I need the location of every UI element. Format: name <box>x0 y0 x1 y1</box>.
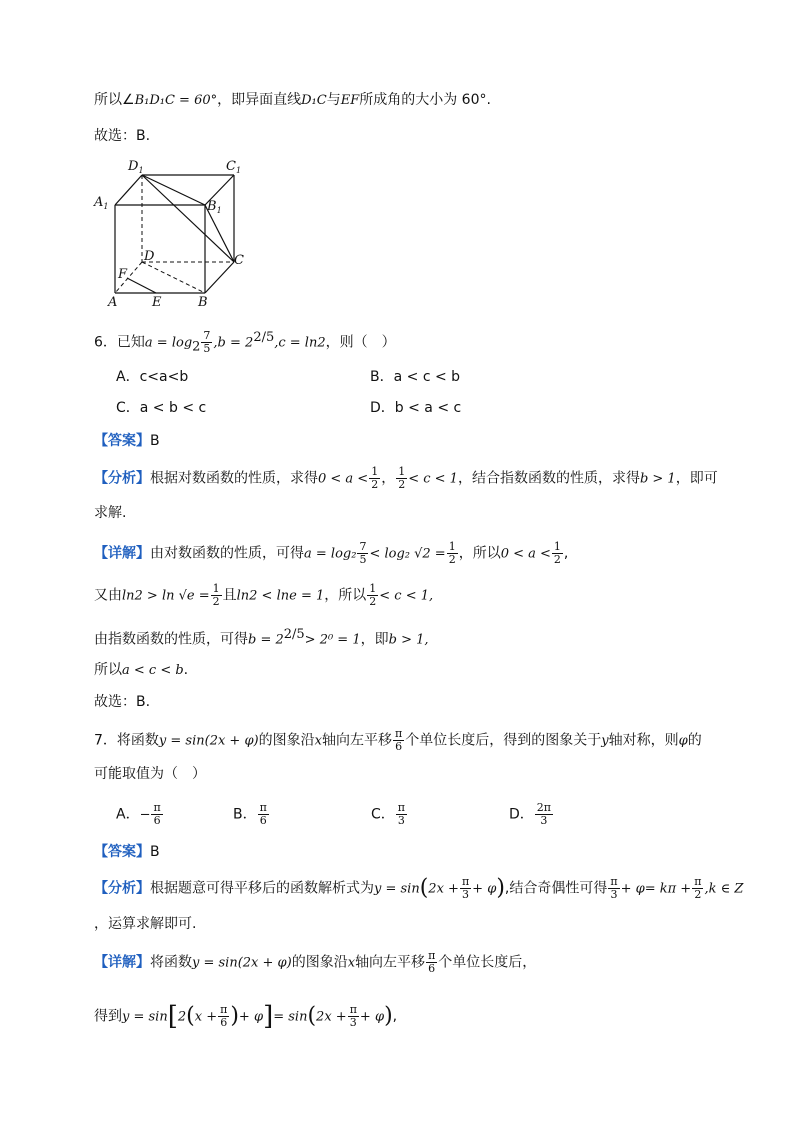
numerator: π <box>259 801 267 814</box>
detail-line-2: 得到y = sin[2(x + $\frac{\pi}{6}$ )+ φ]= sin(2x + $\frac{\pi}{3}$ + φ), <box>94 1001 398 1032</box>
numerator: 1 <box>398 465 406 478</box>
text: 由指数函数的性质，可得 <box>94 631 248 648</box>
math: − <box>139 807 151 823</box>
math: 2x + <box>316 1009 347 1025</box>
option-label: C． <box>371 806 395 823</box>
math: = sin <box>273 1009 308 1025</box>
denominator: 2 <box>369 595 377 608</box>
text: ，所以 <box>324 587 367 604</box>
vertex-label-c1: $C_1$ <box>226 159 242 175</box>
numerator: π <box>349 1003 357 1016</box>
denominator: 6 <box>153 814 161 827</box>
math: b > 1, <box>388 632 429 648</box>
choice-line: 故选：B. <box>94 128 151 144</box>
text: 轴向左平移 <box>321 732 392 749</box>
numerator: 7 <box>359 540 367 553</box>
option-d <box>509 802 554 827</box>
denominator: 2 <box>212 595 220 608</box>
math: y <box>601 733 609 749</box>
option-b: B．a < c < b <box>370 369 461 385</box>
denominator: 2 <box>694 888 702 901</box>
math: < log₂ √2 = <box>369 546 446 562</box>
answer-line <box>94 431 160 451</box>
math: 0 < a < <box>500 546 551 562</box>
math-function: y = sin(2x + φ) <box>158 733 259 749</box>
vertex-label-f: F <box>118 267 128 282</box>
math: 2x + <box>428 881 459 897</box>
math: y = sin <box>122 1009 168 1025</box>
numerator: π <box>694 875 702 888</box>
text: , <box>392 1008 398 1025</box>
fraction <box>348 1004 359 1029</box>
denominator: 2 <box>398 478 406 491</box>
fraction <box>367 583 378 608</box>
detail-line-1: 【详解】由对数函数的性质，可得a = log₂ $\frac{7}{5}$ < log₂ √2 = $\frac{1}{2}$ ，所以0 < a < $\frac{1}{2}$ , <box>94 540 569 566</box>
fraction <box>357 541 368 566</box>
text: 的图象沿 <box>258 732 315 749</box>
analysis-line-2: ，运算求解即可. <box>94 916 197 932</box>
fraction <box>151 802 162 827</box>
text: 根据对数函数的性质，求得 <box>150 470 318 487</box>
option-label: D． <box>509 806 534 823</box>
question-7-stem-2: 可能取值为（ ） <box>94 766 206 782</box>
fraction <box>393 728 404 753</box>
denominator: 6 <box>428 962 436 975</box>
numerator: 7 <box>203 329 211 343</box>
denominator: 5 <box>203 342 211 356</box>
detail-line-2 <box>94 583 433 608</box>
text: . <box>183 662 189 678</box>
text: 又由 <box>94 587 122 604</box>
math: a < c < b <box>122 663 184 678</box>
answer-line <box>94 842 160 862</box>
denominator: 3 <box>349 1016 357 1029</box>
numerator: 2π <box>536 801 552 814</box>
text: 且 <box>222 587 237 604</box>
log-base: 2 <box>192 339 201 355</box>
exponent: 2/5 <box>253 330 275 345</box>
analysis-line <box>94 466 718 491</box>
text: 个单位长度后， <box>438 954 537 971</box>
answer-tag: 【答案】 <box>94 844 150 860</box>
question-7-stem <box>94 728 702 753</box>
text: 将函数 <box>150 954 192 971</box>
text: ， <box>381 470 396 487</box>
denominator: 2 <box>448 553 456 566</box>
math-function: y = sin(2x + φ) <box>192 955 292 971</box>
denominator: 6 <box>395 740 403 753</box>
vertex-label-c: C <box>234 253 244 268</box>
math: b = 2 <box>248 632 284 648</box>
fraction <box>369 466 380 491</box>
detail-line-4 <box>94 660 188 681</box>
option-c <box>371 802 408 827</box>
option-a <box>116 802 164 827</box>
vertex-label-a1: $A_1$ <box>94 195 109 211</box>
math: 2 <box>177 1009 187 1025</box>
numerator: 1 <box>212 582 220 595</box>
cube-figure <box>90 150 260 310</box>
denominator: 3 <box>397 814 405 827</box>
numerator: π <box>610 875 618 888</box>
text: ，所以 <box>458 545 501 562</box>
text: 根据题意可得平移后的函数解析式为 <box>150 880 374 897</box>
exponent: 2/5 <box>283 627 305 642</box>
denominator: 5 <box>359 553 367 566</box>
detail-line-1 <box>94 950 536 975</box>
option-b <box>233 802 270 827</box>
denominator: 3 <box>610 888 618 901</box>
question-number: 6．已知 <box>94 334 145 351</box>
choice-line-6: 故选：B. <box>94 694 151 710</box>
numerator: 1 <box>369 582 377 595</box>
denominator: 2 <box>553 553 561 566</box>
text: ，结合指数函数的性质，求得 <box>457 470 640 487</box>
fraction <box>552 541 563 566</box>
fraction <box>218 1004 229 1029</box>
math: < c < 1 <box>408 471 458 487</box>
math: > 2⁰ = 1 <box>304 632 361 648</box>
option-c: C．a < b < c <box>116 400 207 416</box>
option-label: B． <box>233 806 257 823</box>
numerator: 1 <box>553 540 561 553</box>
vertex-label-b1: $B_1$ <box>207 199 222 215</box>
text: ，即 <box>360 631 389 648</box>
answer-value: B <box>150 433 160 449</box>
denominator: 6 <box>220 1016 228 1029</box>
analysis-line: 【分析】根据题意可得平移后的函数解析式为y = sin(2x + $\frac{\pi}{3}$ + φ),结合奇偶性可得 $\frac{\pi}{3}$ + φ= kπ + $\frac{\pi}{2}$ ,k ∈ Z <box>94 875 744 901</box>
vertex-label-b: B <box>198 295 208 310</box>
numerator: 1 <box>448 540 456 553</box>
text: 所以 <box>94 662 122 678</box>
fraction <box>201 330 212 355</box>
math-line: D₁C <box>301 93 327 108</box>
math: ,c = ln2 <box>274 335 326 351</box>
math: 0 < a < <box>318 471 369 487</box>
math: b > 1 <box>639 471 676 487</box>
fraction <box>396 466 407 491</box>
fraction <box>608 876 619 901</box>
math: x <box>314 733 322 749</box>
denominator: 2 <box>371 478 379 491</box>
math: ln2 > ln √e = <box>122 588 210 604</box>
fraction <box>460 876 471 901</box>
fraction <box>211 583 222 608</box>
text: ，即异面直线 <box>217 92 302 108</box>
numerator: π <box>394 727 403 740</box>
fraction <box>258 802 269 827</box>
numerator: π <box>220 1003 228 1016</box>
numerator: π <box>428 949 436 962</box>
option-a: A．c<a<b <box>116 369 189 385</box>
analysis-tag: 【分析】 <box>94 470 150 487</box>
math: ,k ∈ Z <box>704 881 744 897</box>
denominator: 3 <box>540 814 548 827</box>
math: y = sin <box>374 881 420 897</box>
math: a = log₂ <box>304 546 357 562</box>
text: ，即可 <box>675 470 718 487</box>
text: 个单位长度后，得到的图象关于 <box>405 732 602 749</box>
math: φ <box>678 733 688 749</box>
text: 得到 <box>94 1008 122 1025</box>
fraction <box>426 950 437 975</box>
detail-tag: 【详解】 <box>94 545 150 562</box>
text: 的 <box>687 732 702 749</box>
text: 轴对称，则 <box>608 732 679 749</box>
conclusion-line <box>94 90 491 111</box>
vertex-label-e: E <box>152 295 162 310</box>
math-angle: B₁D₁C = 60° <box>134 93 218 108</box>
answer-tag: 【答案】 <box>94 433 150 449</box>
math: a = log <box>144 335 193 351</box>
math: x + <box>194 1009 218 1025</box>
text: ,结合奇偶性可得 <box>504 880 608 897</box>
text: 所以∠ <box>94 92 135 108</box>
text: 轴向左平移 <box>355 954 426 971</box>
math: x <box>347 955 356 971</box>
detail-tag: 【详解】 <box>94 954 150 971</box>
denominator: 3 <box>462 888 470 901</box>
denominator: 6 <box>259 814 267 827</box>
text: 与 <box>326 92 341 108</box>
math: + φ= kπ + <box>620 881 692 897</box>
answer-value: B <box>150 844 160 860</box>
fraction <box>535 802 553 827</box>
math: ,b = 2 <box>213 335 254 351</box>
question-number: 7．将函数 <box>94 732 159 749</box>
math: < c < 1, <box>379 588 434 604</box>
math: + φ <box>238 1009 264 1025</box>
numerator: π <box>397 801 406 814</box>
text: ，则（ ） <box>325 334 396 351</box>
numerator: π <box>461 875 470 888</box>
numerator: 1 <box>371 465 379 478</box>
fraction <box>396 802 407 827</box>
text: 由对数函数的性质，可得 <box>150 545 304 562</box>
math: + φ <box>472 881 497 897</box>
numerator: π <box>153 801 161 814</box>
question-6-stem <box>94 328 396 357</box>
math: ln2 < lne = 1 <box>236 588 325 604</box>
option-d: D．b < a < c <box>370 400 462 416</box>
vertex-label-a: A <box>108 295 118 310</box>
detail-line-3 <box>94 625 429 651</box>
analysis-tag: 【分析】 <box>94 880 150 897</box>
fraction <box>692 876 703 901</box>
math-line: EF <box>340 93 360 108</box>
math: + φ <box>359 1009 385 1025</box>
text: 所成角的大小为 60°. <box>359 92 491 108</box>
text: 的图象沿 <box>291 954 348 971</box>
option-label: A． <box>116 806 140 823</box>
vertex-label-d: D <box>144 249 155 264</box>
fraction <box>447 541 458 566</box>
vertex-label-d1: $D_1$ <box>128 159 144 175</box>
analysis-line-2: 求解. <box>94 505 127 521</box>
